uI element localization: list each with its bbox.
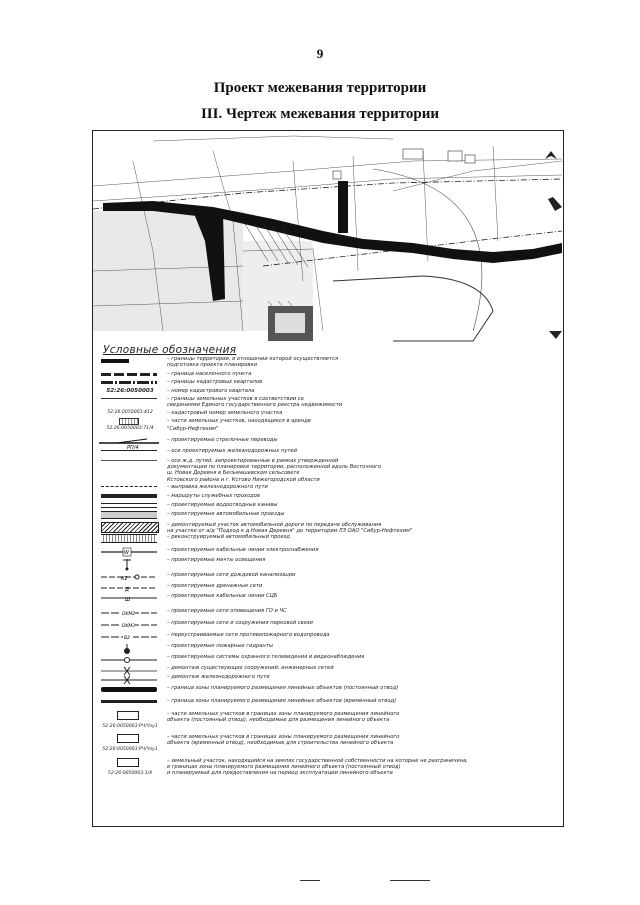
footer-mark xyxy=(390,880,430,881)
legend-title: Условные обозначения xyxy=(103,344,237,356)
state-land-symbol xyxy=(97,758,165,772)
permanent-zone-symbol xyxy=(97,685,165,699)
lease-code: 52:26:0050003:71/4 xyxy=(106,426,154,431)
permanent-part-code: 52:26:0050003:РЧ/Чзу1 xyxy=(102,724,158,729)
legend-text: – оси проектируемых железнодорожных путей xyxy=(167,448,297,454)
temporary-zone-symbol xyxy=(97,698,165,712)
svg-text:DKM2: DKM2 xyxy=(122,612,136,617)
territory-map xyxy=(93,131,562,346)
page-number: 9 xyxy=(316,46,324,61)
legend-text: – части земельных участков в границах зоны планируемого размещения линейного объекта (постоянный отвод), необходимые для размещения линейного объекта xyxy=(167,711,400,724)
legend-text: – граница населенного пункта xyxy=(167,371,252,377)
reconstructed-road-symbol xyxy=(97,534,165,548)
legend-text: "Сибур-Нефтехим" xyxy=(167,426,219,432)
legend-text: – проектируемые кабельные линии электроснабжения xyxy=(167,547,319,553)
legend-text: – границы территории, в отношении которой осуществляется подготовка проекта планировки xyxy=(167,356,339,369)
legend-text: – кадастровый номер земельного участка xyxy=(167,410,283,416)
approved-axis-symbol xyxy=(97,458,165,472)
legend-text: – выправка железнодорожного пути xyxy=(167,484,268,490)
legend-text: – проектируемые сети и сооружения парковой связи xyxy=(167,620,313,626)
quarter-code: 52:26:0050003 xyxy=(106,388,154,394)
state-land-code: 52:26:0050003:1/4 xyxy=(107,771,153,776)
legend-text: – проектируемые стрелочные переводы xyxy=(167,437,278,443)
legend xyxy=(93,344,562,826)
svg-text:B2: B2 xyxy=(124,636,130,641)
svg-text:Д: Д xyxy=(125,587,129,593)
temporary-part-code: 52:26:0050003:РЧ/Чзу1 xyxy=(102,747,158,752)
legend-text: – оси ж.д. путей, запроектированные в рамках утвержденной документации по планировке территории, расположенной вдоль Восточного ш. Новая Деревня в Бельмашевском сельсовете Кстовского района и г. Кстово Нижегородской области xyxy=(167,458,382,483)
legend-text: – земельный участок, находящийся на землях государственной собственности на которые не разграничена, в границах зоны планируемого размещения линейного объекта (постоянный отвод) и планируемый для предоставления на период эксплуатации линейного объекта xyxy=(167,758,469,777)
legend-text: – номер кадастрового квартала xyxy=(167,388,255,394)
legend-text: – проектируемые сети дождевой канализации xyxy=(167,572,296,578)
svg-text:PП/4: PП/4 xyxy=(127,445,139,451)
light-mast-icon xyxy=(97,557,165,571)
svg-text:W: W xyxy=(124,550,129,556)
legend-text: – проектируемые автомобильные проезды xyxy=(167,511,285,517)
legend-text: – проектируемые водоотводные канавы xyxy=(167,502,278,508)
legend-text: – границы кадастровых кварталов xyxy=(167,379,263,385)
legend-text: – переустраиваемые сети противопожарного водопровода xyxy=(167,632,330,638)
legend-text: – демонтаж существующих сооружений, инженерных сетей xyxy=(167,665,334,671)
territory-boundary-symbol xyxy=(97,356,165,370)
svg-text:Ш: Ш xyxy=(125,597,131,603)
permanent-part-symbol xyxy=(97,711,165,725)
legend-text: – части земельных участков, находящиеся в аренде xyxy=(167,418,311,424)
footer-mark xyxy=(300,880,320,881)
section-title: III. Чертеж межевания территории xyxy=(200,106,440,122)
legend-text: – реконструируемый автомобильный проезд xyxy=(167,534,290,540)
temporary-part-symbol xyxy=(97,734,165,748)
legend-text: – проектируемые пожарные гидранты xyxy=(167,643,273,649)
legend-text: – проектируемые кабельные линии СЦБ xyxy=(167,593,278,599)
legend-text: – проектируемые сети оповещения ГО и ЧС xyxy=(167,608,287,614)
legend-text: – проектируемые системы охранного телевидения и видеонаблюдения xyxy=(167,654,365,660)
svg-text:К2: К2 xyxy=(121,576,128,582)
signal-cable-symbol xyxy=(97,593,165,607)
parcel-boundary-symbol xyxy=(97,396,165,410)
svg-text:DKM3: DKM3 xyxy=(122,624,136,629)
legend-text: – проектируемые дренажные сети xyxy=(167,583,263,589)
legend-text: – граница зоны планируемого размещения линейных объектов (постоянный отвод) xyxy=(167,685,399,691)
legend-text: – демонтируемый участок автомобильной дороги по передаче обслуживания на участке от а/д "Подход к д.Новая Деревня" до территории ЛЗ ОАО "Сибур-Нефтехим" xyxy=(167,522,413,535)
legend-text: – граница зоны планируемого размещения линейных объектов (временный отвод) xyxy=(167,698,397,704)
legend-text: – части земельных участков в границах зоны планируемого размещения линейного объекта (временный отвод), необходимые для строительства линейного объекта xyxy=(167,734,400,747)
legend-text: – границы земельных участков в соответствии со сведениями Единого государственного реестра недвижимости xyxy=(167,396,343,409)
legend-text: – демонтаж железнодорожного пути xyxy=(167,674,270,680)
legend-text: – маршруты служебных проходов xyxy=(167,493,260,499)
drawing-sheet xyxy=(92,130,564,827)
legend-text: – проектируемые мачты освещения xyxy=(167,557,266,563)
document-title: Проект межевания территории xyxy=(213,80,427,96)
parcel-code: 52:26:0050003:412 xyxy=(107,410,153,415)
